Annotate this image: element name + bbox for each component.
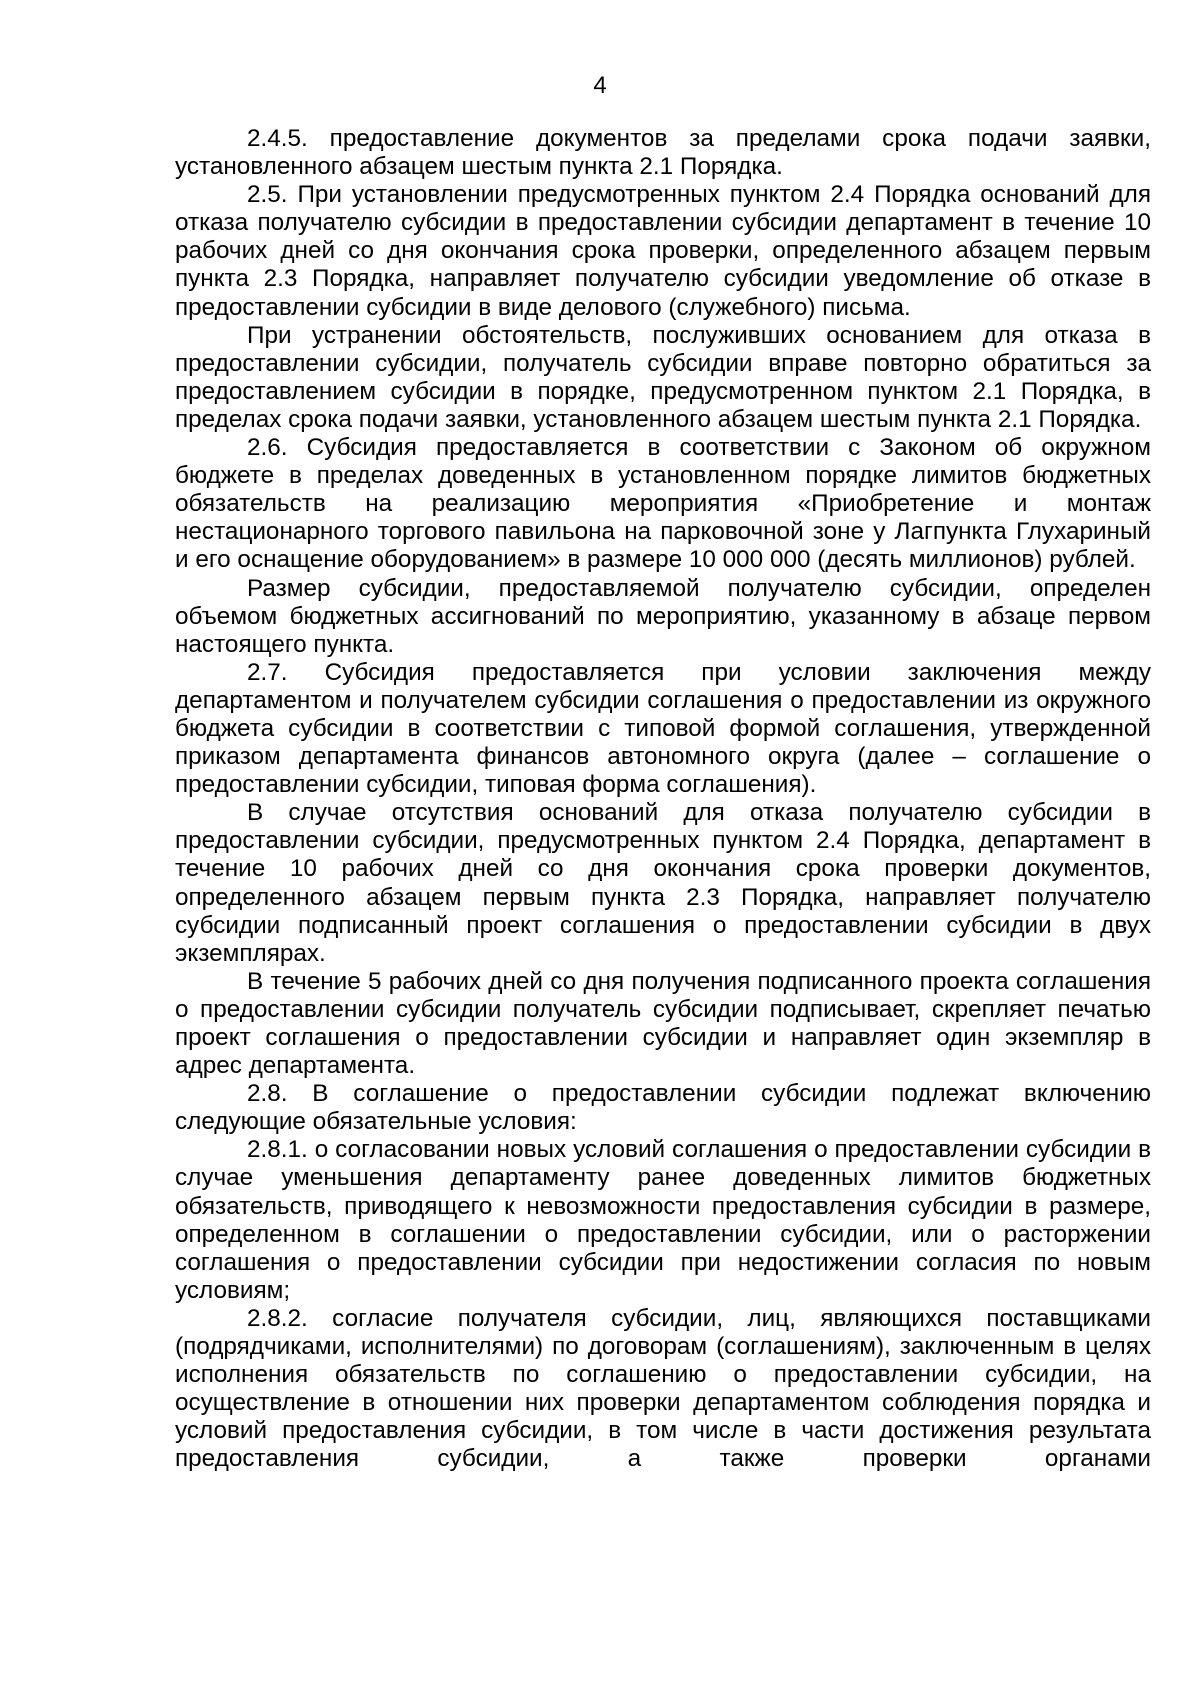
paragraph-2-6: 2.6. Субсидия предоставляется в соответствии с Законом об окружном бюджете в пределах доведенных в установленном порядке лимитов бюджетных обязательств на реализацию мероприятия «Приобретение и монтаж нестационарного торгового павильона на парковочной зоне у Лагпункта Глухариный и его оснащение оборудованием» в размере 10 000 000 (десять миллионов) рублей. [175, 434, 1151, 574]
paragraph-2-4-5: 2.4.5. предоставление документов за пределами срока подачи заявки, установленного абзацем шестым пункта 2.1 Порядка. [175, 125, 1151, 181]
paragraph-2-8-1: 2.8.1. о согласовании новых условий соглашения о предоставлении субсидии в случае уменьшения департаменту ранее доведенных лимитов бюджетных обязательств, приводящего к невозможности предоставления субсидии в размере, определенном в соглашении о предоставлении субсидии, или о расторжении соглашения о предоставлении субсидии при недостижении согласия по новым условиям; [175, 1136, 1151, 1304]
document-body [175, 125, 1151, 1474]
paragraph-2-8: 2.8. В соглашение о предоставлении субсидии подлежат включению следующие обязательные условия: [175, 1080, 1151, 1136]
paragraph-2-6-continuation: Размер субсидии, предоставляемой получателю субсидии, определен объемом бюджетных ассигнований по мероприятию, указанному в абзаце первом настоящего пункта. [175, 574, 1151, 658]
paragraph-2-5: 2.5. При установлении предусмотренных пунктом 2.4 Порядка оснований для отказа получателю субсидии в предоставлении субсидии департамент в течение 10 рабочих дней со дня окончания срока проверки, определенного абзацем первым пункта 2.3 Порядка, направляет получателю субсидии уведомление об отказе в предоставлении субсидии в виде делового (служебного) письма. [175, 181, 1151, 321]
paragraph-2-5-continuation: При устранении обстоятельств, послуживших основанием для отказа в предоставлении субсидии, получатель субсидии вправе повторно обратиться за предоставлением субсидии в порядке, предусмотренном пунктом 2.1 Порядка, в пределах срока подачи заявки, установленного абзацем шестым пункта 2.1 Порядка. [175, 321, 1151, 433]
paragraph-2-7-continuation-1: В случае отсутствия оснований для отказа получателю субсидии в предоставлении субсидии, предусмотренных пунктом 2.4 Порядка, департамент в течение 10 рабочих дней со дня окончания срока проверки документов, определенного абзацем первым пункта 2.3 Порядка, направляет получателю субсидии подписанный проект соглашения о предоставлении субсидии в двух экземплярах. [175, 799, 1151, 967]
paragraph-2-8-2: 2.8.2. согласие получателя субсидии, лиц, являющихся поставщиками (подрядчиками, исполнителями) по договорам (соглашениям), заключенным в целях исполнения обязательств по соглашению о предоставлении субсидии, на осуществление в отношении них проверки департаментом соблюдения порядка и условий предоставления субсидии, в том числе в части достижения результата предоставления субсидии, а также проверки органами [175, 1304, 1151, 1473]
paragraph-2-7: 2.7. Субсидия предоставляется при условии заключения между департаментом и получателем субсидии соглашения о предоставлении из окружного бюджета субсидии в соответствии с типовой формой соглашения, утвержденной приказом департамента финансов автономного округа (далее – соглашение о предоставлении субсидии, типовая форма соглашения). [175, 658, 1151, 799]
page-number: 4 [593, 72, 607, 99]
paragraph-2-7-continuation-2: В течение 5 рабочих дней со дня получения подписанного проекта соглашения о предоставлении субсидии получатель субсидии подписывает, скрепляет печатью проект соглашения о предоставлении субсидии и направляет один экземпляр в адрес департамента. [175, 967, 1151, 1080]
